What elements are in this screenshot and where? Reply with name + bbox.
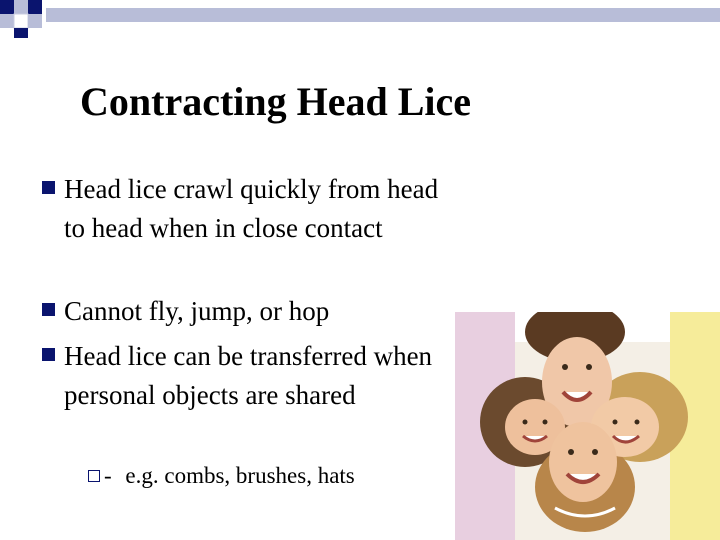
sub-bullet-item [88, 461, 355, 491]
sub-bullet-text: e.g. combs, brushes, hats [125, 463, 355, 488]
slide-top-decoration [0, 0, 720, 40]
bullet-text: Head lice can be transferred when personal objects are shared [64, 341, 433, 410]
square-bullet-icon [42, 181, 55, 194]
sub-bullet-marker: - [104, 463, 112, 488]
hollow-square-bullet-icon [88, 470, 100, 482]
square-bullet-icon [42, 348, 55, 361]
square-bullet-icon [42, 303, 55, 316]
smiling-faces-photo [455, 312, 720, 540]
bullet-text: Head lice crawl quickly from head to head when in close contact [64, 174, 439, 243]
bullet-text: Cannot fly, jump, or hop [64, 296, 330, 326]
slide-title: Contracting Head Lice [80, 79, 472, 124]
